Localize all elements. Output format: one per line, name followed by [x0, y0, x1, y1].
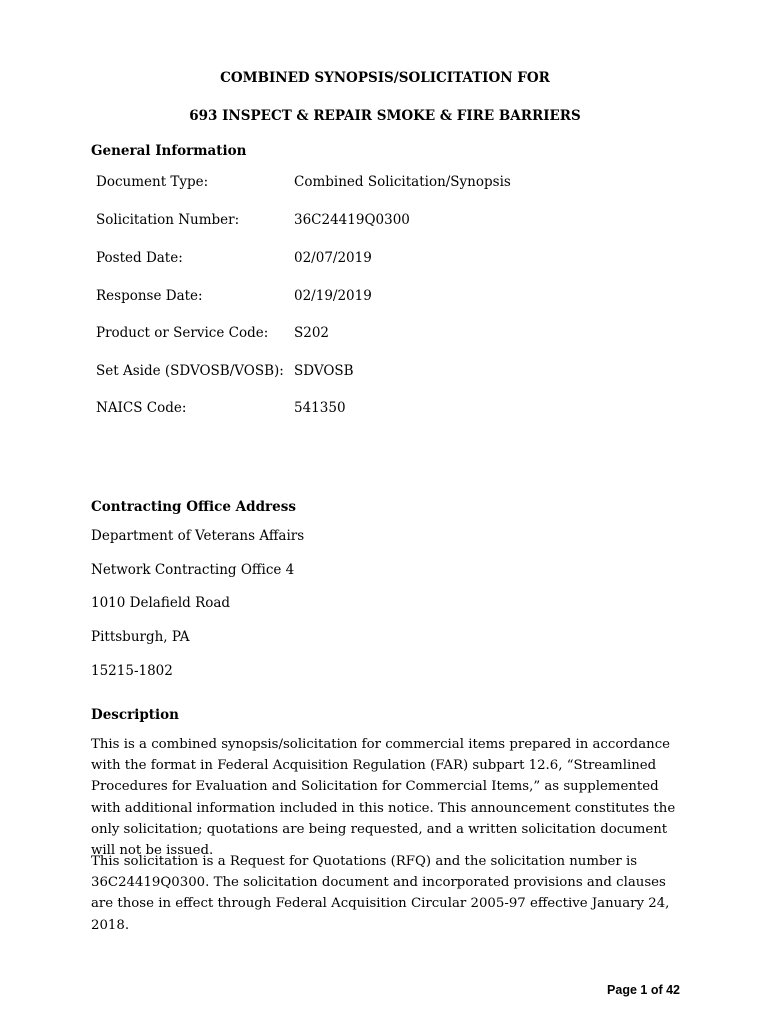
address-line: Network Contracting Office 4 [91, 562, 295, 578]
description-heading: Description [91, 707, 179, 723]
general-information-heading: General Information [91, 143, 247, 159]
info-value: 541350 [294, 400, 346, 416]
address-line: Pittsburgh, PA [91, 629, 190, 645]
info-label: Posted Date: [96, 250, 183, 266]
info-label: Product or Service Code: [96, 325, 269, 341]
page-number: Page 1 of 42 [607, 983, 680, 997]
info-value: 02/07/2019 [294, 250, 372, 266]
info-row-naics-code [96, 400, 656, 420]
info-row-set-aside [96, 363, 656, 383]
info-value: 02/19/2019 [294, 288, 372, 304]
address-line: 1010 Delafield Road [91, 595, 231, 611]
info-row-product-service-code [96, 325, 656, 345]
document-title-line-1: COMBINED SYNOPSIS/SOLICITATION FOR [220, 70, 550, 86]
info-label: Document Type: [96, 174, 209, 190]
address-line: Department of Veterans Affairs [91, 528, 305, 544]
info-value: 36C24419Q0300 [294, 212, 410, 228]
info-row-solicitation-number [96, 212, 656, 232]
info-label: Response Date: [96, 288, 203, 304]
info-value: S202 [294, 325, 330, 341]
info-label: NAICS Code: [96, 400, 187, 416]
contracting-office-heading: Contracting Office Address [91, 499, 296, 515]
info-label: Set Aside (SDVOSB/VOSB): [96, 363, 284, 379]
address-line: 15215-1802 [91, 663, 173, 679]
info-value: SDVOSB [294, 363, 354, 379]
document-title-line-2: 693 INSPECT & REPAIR SMOKE & FIRE BARRIERS [189, 108, 581, 124]
info-label: Solicitation Number: [96, 212, 240, 228]
description-paragraph: This is a combined synopsis/solicitation for commercial items prepared in accordance with the format in Federal Acquisition Regulation (FAR) subpart 12.6, “Streamlined Procedures for Evaluation and Solicitation for Commercial Items,” as supplemented with additional information included in this notice. This announcement constitutes the only solicitation; quotations are being requested, and a written solicitation document will not be issued. [91, 737, 676, 859]
info-row-document-type [96, 174, 656, 194]
info-row-response-date [96, 288, 656, 308]
info-row-posted-date [96, 250, 656, 270]
description-paragraph: This solicitation is a Request for Quotations (RFQ) and the solicitation number is 36C24419Q0300. The solicitation document and incorporated provisions and clauses are those in effect through Federal Acquisition Circular 2005-97 effective January 24, 2018. [91, 854, 670, 933]
info-value: Combined Solicitation/Synopsis [294, 174, 511, 190]
